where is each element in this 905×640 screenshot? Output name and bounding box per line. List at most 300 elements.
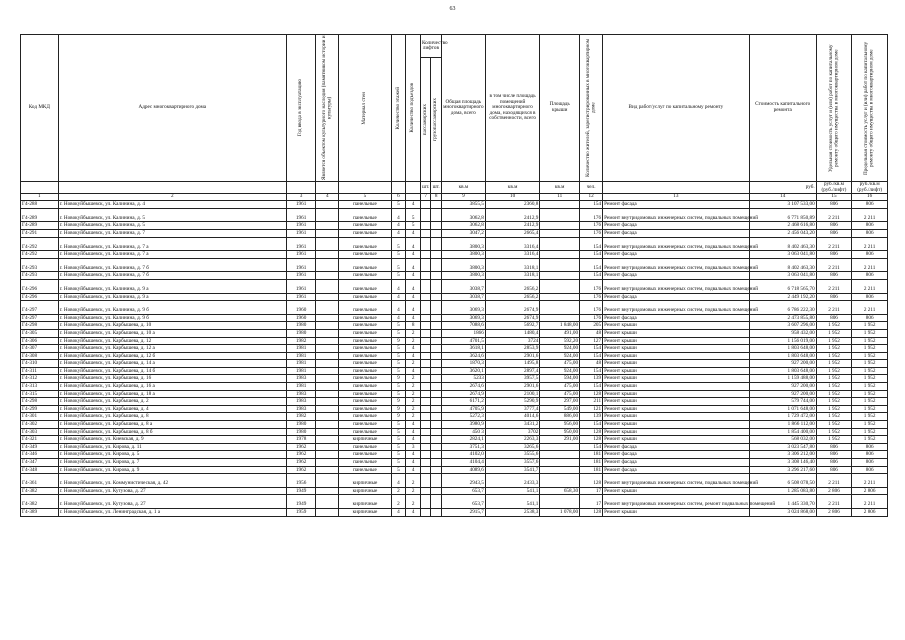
cell-max-cost: 806 bbox=[852, 272, 888, 280]
cell-work: Ремонт крыши bbox=[603, 329, 750, 337]
cell-roof-area: 886,00 bbox=[540, 413, 580, 421]
cell-residents: 154 bbox=[580, 383, 603, 391]
cell-code: Г4-315 bbox=[21, 390, 59, 398]
table-row bbox=[21, 398, 888, 406]
cell-floors: 5 bbox=[391, 345, 406, 353]
cell-unit-cost: 1 952 bbox=[816, 329, 852, 337]
cell-material: панельные bbox=[339, 293, 391, 301]
header-lifts: Количество лифтов bbox=[420, 35, 441, 58]
cell-code: Г4-348 bbox=[21, 466, 59, 474]
cell-code: Г4-302 bbox=[21, 421, 59, 429]
cell-heritage bbox=[316, 466, 339, 474]
colnum: 5 bbox=[339, 194, 391, 201]
cell-heritage bbox=[316, 398, 339, 406]
cell-lifts-pass bbox=[420, 487, 430, 495]
cell-code: Г4-296 bbox=[21, 293, 59, 301]
cell-cost: 8 402 463,30 bbox=[749, 237, 816, 251]
cell-lifts-cargo bbox=[431, 208, 441, 222]
cell-entrances: 4 bbox=[406, 459, 421, 467]
cell-work: Ремонт крыши bbox=[603, 337, 750, 345]
cell-lifts-cargo bbox=[431, 508, 441, 516]
cell-material: кирпичные bbox=[339, 487, 391, 495]
cell-code: Г4-298 bbox=[21, 322, 59, 330]
cell-max-cost: 806 bbox=[852, 293, 888, 301]
cell-max-cost: 806 bbox=[852, 459, 888, 467]
cell-address: г. Новокуйбышевск, ул. Калинина, д. 4 bbox=[58, 201, 286, 209]
cell-area-total: 4701,5 bbox=[441, 337, 485, 345]
cell-cost: 6 718 565,70 bbox=[749, 279, 816, 293]
cell-address: г. Новокуйбышевск, ул. Калинина, д. 7 bbox=[58, 229, 286, 237]
cell-heritage bbox=[316, 383, 339, 391]
cell-area-owned: 2412,9 bbox=[485, 208, 539, 222]
cell-area-owned: 3777,4 bbox=[485, 405, 539, 413]
cell-residents: 127 bbox=[580, 337, 603, 345]
cell-work: Ремонт крыши bbox=[603, 421, 750, 429]
cell-entrances: 4 bbox=[406, 301, 421, 315]
cell-lifts-cargo bbox=[431, 421, 441, 429]
cell-lifts-cargo bbox=[431, 466, 441, 474]
cell-address: г. Новокуйбышевск, ул. Карбышева, д. 8 bbox=[58, 413, 286, 421]
colnum bbox=[406, 194, 421, 201]
cell-area-total: 3800,3 bbox=[441, 251, 485, 259]
cell-floors: 4 bbox=[391, 301, 406, 315]
cell-area-total: 4104,4 bbox=[441, 459, 485, 467]
cell-lifts-pass bbox=[420, 314, 430, 322]
cell-code: Г4-296 bbox=[21, 279, 59, 293]
cell-roof-area: 1 848,00 bbox=[540, 322, 580, 330]
cell-heritage bbox=[316, 314, 339, 322]
cell-unit-cost: 1 952 bbox=[816, 375, 852, 383]
cell-cost: 3 308 146,40 bbox=[749, 459, 816, 467]
table-row bbox=[21, 229, 888, 237]
cell-unit-cost: 1 952 bbox=[816, 398, 852, 406]
cell-area-total: 1870,3 bbox=[441, 360, 485, 368]
colnum: 1 bbox=[21, 194, 59, 201]
cell-area-total: 1866 bbox=[441, 329, 485, 337]
cell-lifts-cargo bbox=[431, 495, 441, 509]
cell-max-cost: 1 952 bbox=[852, 413, 888, 421]
cell-year: 1961 bbox=[286, 251, 315, 259]
cell-area-total: 3062,8 bbox=[441, 208, 485, 222]
cell-roof-area: 658,30 bbox=[540, 487, 580, 495]
cell-cost: 579 744,00 bbox=[749, 398, 816, 406]
cell-cost: 1 803 648,00 bbox=[749, 367, 816, 375]
colnum: 4 bbox=[316, 194, 339, 201]
cell-max-cost: 806 bbox=[852, 466, 888, 474]
cell-lifts-cargo bbox=[431, 375, 441, 383]
cell-floors: 5 bbox=[391, 360, 406, 368]
cell-work: Ремонт крыши bbox=[603, 360, 750, 368]
table-row bbox=[21, 251, 888, 259]
cell-unit-cost: 1 952 bbox=[816, 322, 852, 330]
cell-address: г. Новокуйбышевск, ул. Калинина, д. 9 а bbox=[58, 293, 286, 301]
cell-entrances: 2 bbox=[406, 413, 421, 421]
cell-entrances: 2 bbox=[406, 375, 421, 383]
cell-entrances: 2 bbox=[406, 337, 421, 345]
cell-material: кирпичные bbox=[339, 508, 391, 516]
cell-work: Ремонт фасада bbox=[603, 272, 750, 280]
cell-roof-area bbox=[540, 443, 580, 451]
table-row bbox=[21, 451, 888, 459]
cell-work: Ремонт крыши bbox=[603, 383, 750, 391]
cell-area-owned: 2360,8 bbox=[485, 201, 539, 209]
cell-area-total: 3624,6 bbox=[441, 352, 485, 360]
cell-unit-cost: 1 952 bbox=[816, 428, 852, 436]
cell-max-cost: 1 952 bbox=[852, 421, 888, 429]
cell-floors: 4 bbox=[391, 314, 406, 322]
cell-residents: 154 bbox=[580, 352, 603, 360]
cell-entrances: 4 bbox=[406, 421, 421, 429]
cell-floors: 5 bbox=[391, 466, 406, 474]
header-code: Код МКД bbox=[21, 35, 59, 182]
cell-floors: 5 bbox=[391, 436, 406, 444]
cell-lifts-cargo bbox=[431, 390, 441, 398]
table-row bbox=[21, 322, 888, 330]
cell-work: Ремонт крыши bbox=[603, 487, 750, 495]
cell-cost: 8 402 463,30 bbox=[749, 258, 816, 272]
cell-material: кирпичные bbox=[339, 474, 391, 488]
cell-roof-area: 475,00 bbox=[540, 390, 580, 398]
cell-area-total: 3038,7 bbox=[441, 279, 485, 293]
cell-heritage bbox=[316, 474, 339, 488]
cell-code: Г4-288 bbox=[21, 201, 59, 209]
cell-lifts-cargo bbox=[431, 428, 441, 436]
cell-roof-area: 475,00 bbox=[540, 383, 580, 391]
table-row bbox=[21, 487, 888, 495]
table-row bbox=[21, 329, 888, 337]
cell-code: Г4-289 bbox=[21, 208, 59, 222]
cell-address: г. Новокуйбышевск, ул. Карбышева, д. 14 а bbox=[58, 360, 286, 368]
cell-entrances: 4 bbox=[406, 466, 421, 474]
cell-roof-area bbox=[540, 229, 580, 237]
cell-unit-cost: 806 bbox=[816, 293, 852, 301]
table-row bbox=[21, 301, 888, 315]
cell-floors: 5 bbox=[391, 251, 406, 259]
colnum: 2 bbox=[58, 194, 286, 201]
cell-area-owned: 1495,8 bbox=[485, 360, 539, 368]
cell-material: панельные bbox=[339, 279, 391, 293]
cell-year: 1962 bbox=[286, 451, 315, 459]
cell-year: 1980 bbox=[286, 329, 315, 337]
cell-residents: 176 bbox=[580, 293, 603, 301]
cell-material: панельные bbox=[339, 222, 391, 230]
table-row bbox=[21, 508, 888, 516]
cell-lifts-pass bbox=[420, 428, 430, 436]
cell-heritage bbox=[316, 405, 339, 413]
cell-address: г. Новокуйбышевск, ул. Карбышева, д. 12 б bbox=[58, 352, 286, 360]
table-row bbox=[21, 352, 888, 360]
cell-max-cost: 806 bbox=[852, 222, 888, 230]
cell-roof-area bbox=[540, 474, 580, 488]
cell-residents: 48 bbox=[580, 329, 603, 337]
cell-material: панельные bbox=[339, 367, 391, 375]
cell-residents: 128 bbox=[580, 508, 603, 516]
cell-floors: 9 bbox=[391, 375, 406, 383]
cell-heritage bbox=[316, 229, 339, 237]
cell-cost: 1 803 648,00 bbox=[749, 345, 816, 353]
cell-unit-cost: 1 952 bbox=[816, 360, 852, 368]
table-row bbox=[21, 495, 888, 509]
cell-heritage bbox=[316, 237, 339, 251]
cell-roof-area: 924,00 bbox=[540, 367, 580, 375]
cell-cost: 3 023 547,80 bbox=[749, 443, 816, 451]
cell-residents: 154 bbox=[580, 367, 603, 375]
cell-entrances: 2 bbox=[406, 487, 421, 495]
cell-roof-area bbox=[540, 251, 580, 259]
cell-unit-cost: 1 952 bbox=[816, 405, 852, 413]
table-row bbox=[21, 272, 888, 280]
cell-area-owned: 2263,3 bbox=[485, 436, 539, 444]
cell-residents: 121 bbox=[580, 405, 603, 413]
cell-code: Г4-361 bbox=[21, 474, 59, 488]
cell-roof-area: 297,00 bbox=[540, 398, 580, 406]
cell-area-total: 3855,5 bbox=[441, 201, 485, 209]
cell-address: г. Новокуйбышевск, ул. Калинина, д. 7 а bbox=[58, 251, 286, 259]
cell-entrances: 2 bbox=[406, 398, 421, 406]
cell-material: панельные bbox=[339, 428, 391, 436]
cell-lifts-cargo bbox=[431, 293, 441, 301]
cell-floors: 5 bbox=[391, 383, 406, 391]
cell-roof-area bbox=[540, 201, 580, 209]
cell-entrances: 4 bbox=[406, 345, 421, 353]
cell-roof-area bbox=[540, 237, 580, 251]
header-entrances: Количество подъездов bbox=[406, 35, 421, 182]
cell-year: 1982 bbox=[286, 413, 315, 421]
cell-heritage bbox=[316, 487, 339, 495]
cell-area-total: 7088,6 bbox=[441, 322, 485, 330]
cell-work: Ремонт фасада bbox=[603, 229, 750, 237]
cell-max-cost: 1 952 bbox=[852, 405, 888, 413]
cell-residents: 176 bbox=[580, 208, 603, 222]
cell-cost: 1 445 330,70 bbox=[749, 495, 816, 509]
cell-address: г. Новокуйбышевск, ул. Кутузова, д. 27 bbox=[58, 495, 286, 509]
cell-max-cost: 2 211 bbox=[852, 237, 888, 251]
cell-lifts-cargo bbox=[431, 272, 441, 280]
cell-area-owned: 2656,2 bbox=[485, 293, 539, 301]
header-residents: Количество жителей, зарегистрированных в многоквартирном доме bbox=[580, 35, 603, 182]
cell-residents: 211 bbox=[580, 398, 603, 406]
cell-heritage bbox=[316, 279, 339, 293]
cell-area-owned: 541,1 bbox=[485, 487, 539, 495]
cell-unit-cost: 806 bbox=[816, 451, 852, 459]
cell-cost: 958 432,00 bbox=[749, 329, 816, 337]
cell-floors: 9 bbox=[391, 337, 406, 345]
cell-work: Ремонт крыши bbox=[603, 413, 750, 421]
cell-year: 1956 bbox=[286, 474, 315, 488]
cell-material: панельные bbox=[339, 466, 391, 474]
page-number: 63 bbox=[449, 6, 456, 12]
cell-unit-cost: 1 952 bbox=[816, 413, 852, 421]
cell-floors: 5 bbox=[391, 258, 406, 272]
cell-cost: 3 063 041,80 bbox=[749, 251, 816, 259]
cell-area-owned: 3265,6 bbox=[485, 443, 539, 451]
table-row bbox=[21, 367, 888, 375]
cell-lifts-cargo bbox=[431, 474, 441, 488]
colnum: 11 bbox=[540, 194, 580, 201]
table-row bbox=[21, 383, 888, 391]
cell-work: Ремонт крыши bbox=[603, 508, 750, 516]
cell-entrances: 4 bbox=[406, 352, 421, 360]
cell-year: 1962 bbox=[286, 459, 315, 467]
cell-address: г. Новокуйбышевск, ул. Кутузова, д. 27 bbox=[58, 487, 286, 495]
cell-lifts-pass bbox=[420, 337, 430, 345]
cell-max-cost: 806 bbox=[852, 451, 888, 459]
cell-area-total: 3751,3 bbox=[441, 443, 485, 451]
table-row bbox=[21, 459, 888, 467]
cell-material: панельные bbox=[339, 237, 391, 251]
cell-year: 1949 bbox=[286, 495, 315, 509]
cell-year: 1962 bbox=[286, 443, 315, 451]
cell-lifts-pass bbox=[420, 201, 430, 209]
cell-address: г. Новокуйбышевск, ул. Калинина, д. 5 bbox=[58, 222, 286, 230]
cell-work: Ремонт крыши bbox=[603, 375, 750, 383]
cell-year: 1981 bbox=[286, 352, 315, 360]
cell-code: Г4-311 bbox=[21, 367, 59, 375]
cell-unit-cost: 2 806 bbox=[816, 487, 852, 495]
cell-heritage bbox=[316, 360, 339, 368]
table-row bbox=[21, 293, 888, 301]
cell-residents: 128 bbox=[580, 436, 603, 444]
cell-code: Г4-321 bbox=[21, 436, 59, 444]
cell-address: г. Новокуйбышевск, ул. Карбышева, д. 16 а bbox=[58, 383, 286, 391]
header-address: Адрес многоквартирного дома bbox=[58, 35, 286, 182]
cell-residents: 128 bbox=[580, 428, 603, 436]
cell-max-cost: 2 211 bbox=[852, 208, 888, 222]
cell-lifts-cargo bbox=[431, 229, 441, 237]
cell-material: панельные bbox=[339, 329, 391, 337]
cell-material: панельные bbox=[339, 375, 391, 383]
cell-year: 1959 bbox=[286, 508, 315, 516]
cell-heritage bbox=[316, 208, 339, 222]
cell-area-owned: 5692,7 bbox=[485, 322, 539, 330]
cell-material: панельные bbox=[339, 272, 391, 280]
cell-cost: 1 729 472,00 bbox=[749, 413, 816, 421]
table-row bbox=[21, 208, 888, 222]
table-row bbox=[21, 436, 888, 444]
cell-residents: 154 bbox=[580, 258, 603, 272]
cell-entrances: 5 bbox=[406, 222, 421, 230]
cell-area-owned: 3702 bbox=[485, 428, 539, 436]
cell-work: Ремонт внутридомовых инженерных систем, подвальных помещений bbox=[603, 208, 750, 222]
cell-lifts-cargo bbox=[431, 443, 441, 451]
cell-address: г. Новокуйбышевск, ул. Карбышева, д. 16 bbox=[58, 375, 286, 383]
cell-entrances: 2 bbox=[406, 390, 421, 398]
cell-code: Г4-307 bbox=[21, 345, 59, 353]
cell-roof-area: 491,00 bbox=[540, 329, 580, 337]
table-row bbox=[21, 314, 888, 322]
cell-unit-cost: 2 211 bbox=[816, 258, 852, 272]
unit-unit-cost: руб./кв.м (руб./лифт) bbox=[816, 182, 852, 194]
cell-residents: 176 bbox=[580, 314, 603, 322]
cell-floors: 9 bbox=[391, 398, 406, 406]
cell-area-owned: 541,1 bbox=[485, 495, 539, 509]
cell-material: панельные bbox=[339, 322, 391, 330]
cell-lifts-pass bbox=[420, 222, 430, 230]
cell-work: Ремонт крыши bbox=[603, 367, 750, 375]
cell-year: 1980 bbox=[286, 322, 315, 330]
cell-cost: 6 786 222,30 bbox=[749, 301, 816, 315]
cell-address: г. Новокуйбышевск, ул. Киевская, д. 9 bbox=[58, 436, 286, 444]
cell-lifts-pass bbox=[420, 258, 430, 272]
cell-address: г. Новокуйбышевск, ул. Карбышева, д. 10 а bbox=[58, 329, 286, 337]
cell-lifts-cargo bbox=[431, 398, 441, 406]
cell-lifts-pass bbox=[420, 329, 430, 337]
cell-max-cost: 806 bbox=[852, 443, 888, 451]
cell-area-total: 5233 bbox=[441, 375, 485, 383]
cell-residents: 176 bbox=[580, 222, 603, 230]
cell-lifts-pass bbox=[420, 237, 430, 251]
cell-roof-area bbox=[540, 279, 580, 293]
cell-lifts-cargo bbox=[431, 322, 441, 330]
cell-floors: 4 bbox=[391, 208, 406, 222]
cell-area-total: 3047,2 bbox=[441, 229, 485, 237]
cell-entrances: 4 bbox=[406, 508, 421, 516]
header-cost: Стоимость капитального ремонта bbox=[749, 35, 816, 182]
cell-area-owned: 3724 bbox=[485, 337, 539, 345]
header-area-owned: в том числе площадь помещений многоквартирного дома, находящихся в собственности, всего bbox=[485, 35, 539, 182]
cell-floors: 4 bbox=[391, 222, 406, 230]
cell-year: 1981 bbox=[286, 383, 315, 391]
unit-max-cost: руб./кв.м (руб./лифт) bbox=[852, 182, 888, 194]
cell-lifts-cargo bbox=[431, 222, 441, 230]
table-row bbox=[21, 390, 888, 398]
cell-address: г. Новокуйбышевск, ул. Коммунистическая, д. 42 bbox=[58, 474, 286, 488]
cell-entrances: 3 bbox=[406, 443, 421, 451]
cell-floors: 5 bbox=[391, 201, 406, 209]
cell-heritage bbox=[316, 345, 339, 353]
cell-heritage bbox=[316, 421, 339, 429]
cell-address: г. Новокуйбышевск, ул. Калинина, д. 7 а bbox=[58, 237, 286, 251]
cell-lifts-pass bbox=[420, 508, 430, 516]
cell-area-owned: 3555,6 bbox=[485, 451, 539, 459]
cell-lifts-cargo bbox=[431, 405, 441, 413]
cell-address: г. Новокуйбышевск, ул. Калинина, д. 9 а bbox=[58, 279, 286, 293]
cell-work: Ремонт фасада bbox=[603, 466, 750, 474]
cell-material: панельные bbox=[339, 383, 391, 391]
cell-unit-cost: 2 211 bbox=[816, 279, 852, 293]
cell-area-owned: 2674,9 bbox=[485, 301, 539, 315]
cell-area-total: 2915,7 bbox=[441, 508, 485, 516]
table-row bbox=[21, 421, 888, 429]
cell-lifts-cargo bbox=[431, 345, 441, 353]
cell-lifts-pass bbox=[420, 279, 430, 293]
cell-area-total: 3800,3 bbox=[441, 272, 485, 280]
unit-lifts-pass: шт. bbox=[420, 182, 430, 194]
cell-entrances: 4 bbox=[406, 436, 421, 444]
cell-unit-cost: 806 bbox=[816, 466, 852, 474]
cell-unit-cost: 806 bbox=[816, 201, 852, 209]
cell-floors: 5 bbox=[391, 329, 406, 337]
cell-floors: 5 bbox=[391, 352, 406, 360]
cell-code: Г4-306 bbox=[21, 337, 59, 345]
cell-unit-cost: 2 211 bbox=[816, 208, 852, 222]
cell-lifts-cargo bbox=[431, 337, 441, 345]
cell-year: 1961 bbox=[286, 222, 315, 230]
cell-floors: 5 bbox=[391, 459, 406, 467]
cell-max-cost: 2 211 bbox=[852, 474, 888, 488]
table-row bbox=[21, 413, 888, 421]
cell-lifts-cargo bbox=[431, 383, 441, 391]
cell-cost: 1 854 400,00 bbox=[749, 428, 816, 436]
cell-material: панельные bbox=[339, 208, 391, 222]
table-row bbox=[21, 360, 888, 368]
cell-heritage bbox=[316, 329, 339, 337]
cell-lifts-pass bbox=[420, 436, 430, 444]
cell-area-owned: 2897,4 bbox=[485, 367, 539, 375]
cell-lifts-pass bbox=[420, 398, 430, 406]
cell-roof-area: 956,00 bbox=[540, 421, 580, 429]
cell-material: панельные bbox=[339, 352, 391, 360]
